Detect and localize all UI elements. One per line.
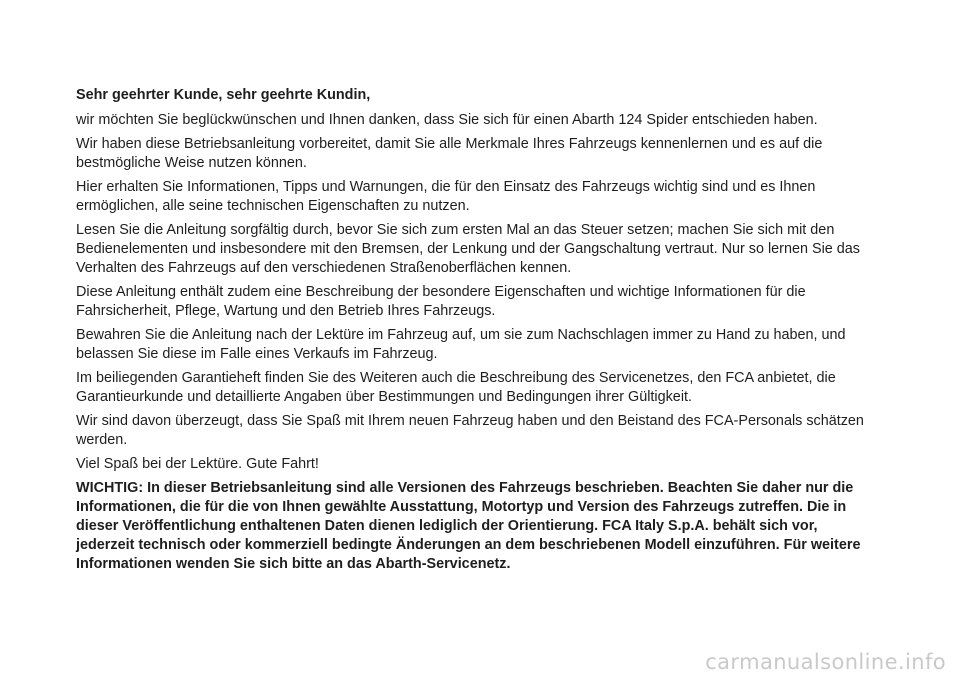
greeting-heading: Sehr geehrter Kunde, sehr geehrte Kundin, <box>76 87 371 103</box>
paragraph-congratulations: wir möchten Sie beglückwünschen und Ihnen danken, dass Sie sich für einen Abarth 124 Spider entschieden haben. <box>76 112 818 128</box>
paragraph-purpose: Wir haben diese Betriebsanleitung vorbereitet, damit Sie alle Merkmale Ihres Fahrzeugs kennenlernen und es auf die bestmögliche Weise nutzen können. <box>76 136 823 171</box>
paragraph-closing: Viel Spaß bei der Lektüre. Gute Fahrt! <box>76 456 319 472</box>
paragraph-warranty: Im beiliegenden Garantieheft finden Sie des Weiteren auch die Beschreibung des Servicenetzes, den FCA anbietet, die Garantieurkunde und detaillierte Angaben über Bestimmungen und Bedingungen ihrer Gültigkeit. <box>76 370 836 405</box>
paragraph-information: Hier erhalten Sie Informationen, Tipps und Warnungen, die für den Einsatz des Fahrzeugs wichtig sind und es Ihnen ermöglichen, alle seine technischen Eigenschaften zu nutzen. <box>76 179 816 214</box>
paragraph-enjoy: Wir sind davon überzeugt, dass Sie Spaß mit Ihrem neuen Fahrzeug haben und den Beistand des FCA-Personals schätzen werden. <box>76 413 864 448</box>
important-notice: WICHTIG: In dieser Betriebsanleitung sind alle Versionen des Fahrzeugs beschrieben. Beachten Sie daher nur die Informationen, die für die von Ihnen gewählte Ausstattung, Motortyp und Version des Fahrzeugs zutreffen. Die in dieser Veröffentlichung enthaltenen Daten dienen lediglich der Orientierung. FCA Italy S.p.A. behält sich vor, jederzeit technisch oder kommerziell bedingte Änderungen an dem beschriebenen Modell einzuführen. Für weitere Informationen wenden Sie sich bitte an das Abarth-Servicenetz. <box>76 480 861 572</box>
paragraph-keep-manual: Bewahren Sie die Anleitung nach der Lektüre im Fahrzeug auf, um sie zum Nachschlagen immer zu Hand zu haben, und belassen Sie diese im Falle eines Verkaufs im Fahrzeug. <box>76 327 846 362</box>
manual-intro-page <box>76 86 876 579</box>
watermark: carmanualsonline.info <box>705 650 946 674</box>
paragraph-contents: Diese Anleitung enthält zudem eine Beschreibung der besondere Eigenschaften und wichtige Informationen für die Fahrsicherheit, Pflege, Wartung und den Betrieb Ihres Fahrzeugs. <box>76 284 806 319</box>
paragraph-read-carefully: Lesen Sie die Anleitung sorgfältig durch, bevor Sie sich zum ersten Mal an das Steuer setzen; machen Sie sich mit den Bedienelementen und insbesondere mit den Bremsen, der Lenkung und der Gangschaltung vertraut. Nur so lernen Sie das Verhalten des Fahrzeugs auf den verschiedenen Straßenoberflächen kennen. <box>76 222 860 276</box>
